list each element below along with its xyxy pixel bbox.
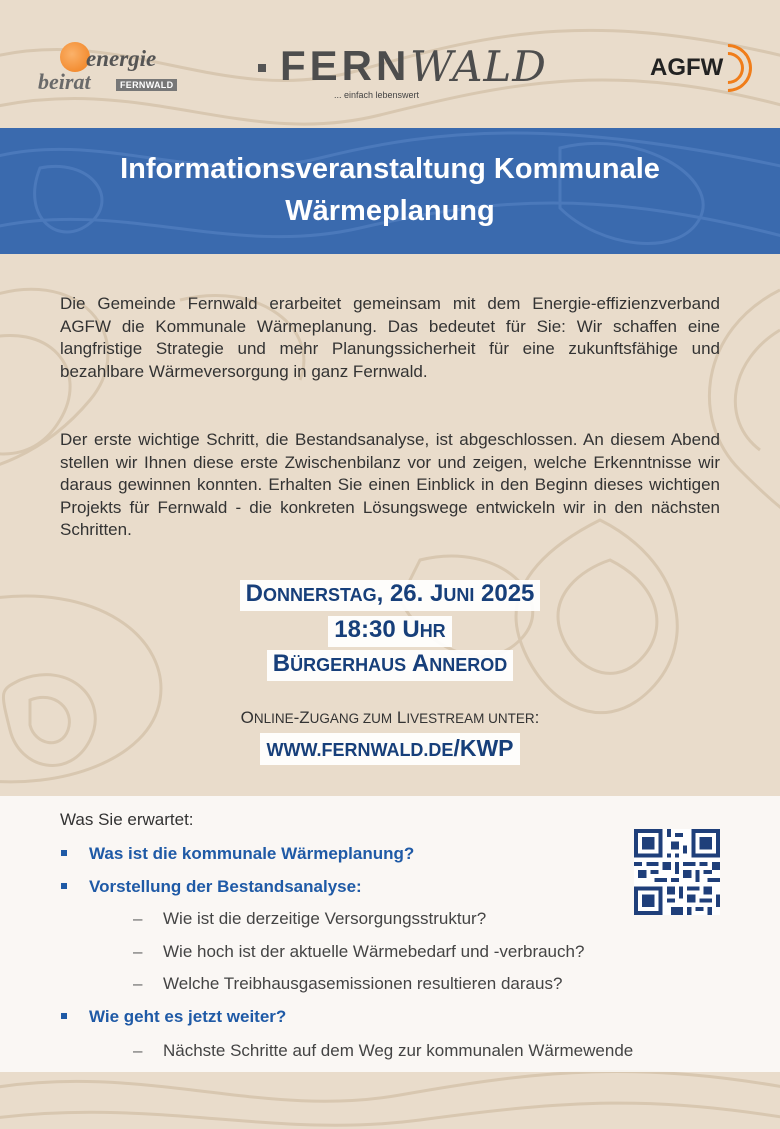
event-date: DONNERSTAG, 26. JUNI 2025 — [240, 580, 541, 611]
online-access-row — [0, 708, 780, 728]
fernwald-logo — [258, 42, 547, 102]
event-place: BÜRGERHAUS ANNEROD — [267, 650, 513, 681]
agfw-logo-text: AGFW — [650, 54, 724, 81]
dash-icon: – — [133, 909, 143, 928]
event-place-row — [0, 650, 780, 681]
energiebeirat-word-beirat: beirat — [38, 69, 91, 94]
agenda-item-2: Vorstellung der Bestandsanalyse: — [89, 877, 362, 896]
energiebeirat-logo — [38, 42, 188, 98]
agfw-logo — [650, 44, 760, 92]
agenda-subitem-4: Nächste Schritte auf dem Weg zur kommunalen Wärmewende — [163, 1041, 634, 1060]
energiebeirat-sub-label: FERNWALD — [116, 79, 177, 91]
intro-paragraph-2: Der erste wichtige Schritt, die Bestandsanalyse, ist abgeschlossen. An diesem Abend stellen wir Ihnen diese erste Zwischenbilanz vor und zeigen, welche Erkenntnisse wir daraus gewinnen konnten. Erhalten Sie einen Einblick in den Beginn dieses wichtigen Projekts für Fernwald - die konkreten Lösungswege entwickeln wir in den nächsten Schritten. — [60, 430, 720, 540]
page-title — [0, 148, 780, 232]
fernwald-word-fern: FERN — [280, 42, 411, 89]
bullet-icon — [61, 1013, 67, 1019]
bullet-icon — [61, 850, 67, 856]
agenda-subitem-1: Wie ist die derzeitige Versorgungsstruktur? — [163, 909, 487, 928]
online-access-label: ONLINE-ZUGANG ZUM LIVESTREAM UNTER: — [240, 708, 540, 727]
agenda-title: Was Sie erwartet: — [60, 810, 194, 829]
livestream-url-row — [0, 733, 780, 765]
fernwald-word-wald: WALD — [410, 42, 547, 91]
page-title-line1: Informationsveranstaltung Kommunale — [120, 153, 660, 185]
intro-paragraph-1: Die Gemeinde Fernwald erarbeitet gemeinsam mit dem Energie-effizienzverband AGFW die Kommunale Wärmeplanung. Das bedeutet für Sie: Wir schaffen eine langfristige Strategie und mehr Planungssicherheit für eine zukunftsfähige und bezahlbare Wärmeversorgung in ganz Fernwald. — [60, 294, 720, 381]
livestream-url[interactable]: WWW.FERNWALD.DE/KWP — [260, 733, 519, 765]
agenda-subitem-3: Welche Treibhausgasemissionen resultieren daraus? — [163, 974, 563, 993]
event-time-row — [0, 616, 780, 647]
fernwald-dot-icon — [258, 64, 266, 72]
bullet-icon — [61, 883, 67, 889]
agenda-subitem-2: Wie hoch ist der aktuelle Wärmebedarf und -verbrauch? — [163, 942, 585, 961]
event-date-row — [0, 580, 780, 611]
dash-icon: – — [133, 1041, 143, 1060]
energiebeirat-word-energie: energie — [86, 46, 157, 71]
qr-code-icon[interactable] — [634, 829, 720, 915]
dash-icon: – — [133, 974, 143, 993]
agenda-item-3: Wie geht es jetzt weiter? — [89, 1007, 287, 1026]
logo-row — [0, 0, 780, 128]
title-banner — [0, 128, 780, 254]
dash-icon: – — [133, 942, 143, 961]
event-time: 18:30 UHR — [328, 616, 451, 647]
fernwald-tagline: ... einfach lebenswert — [334, 90, 420, 100]
page-title-line2: Wärmeplanung — [285, 195, 495, 227]
agenda-item-1: Was ist die kommunale Wärmeplanung? — [89, 844, 415, 863]
